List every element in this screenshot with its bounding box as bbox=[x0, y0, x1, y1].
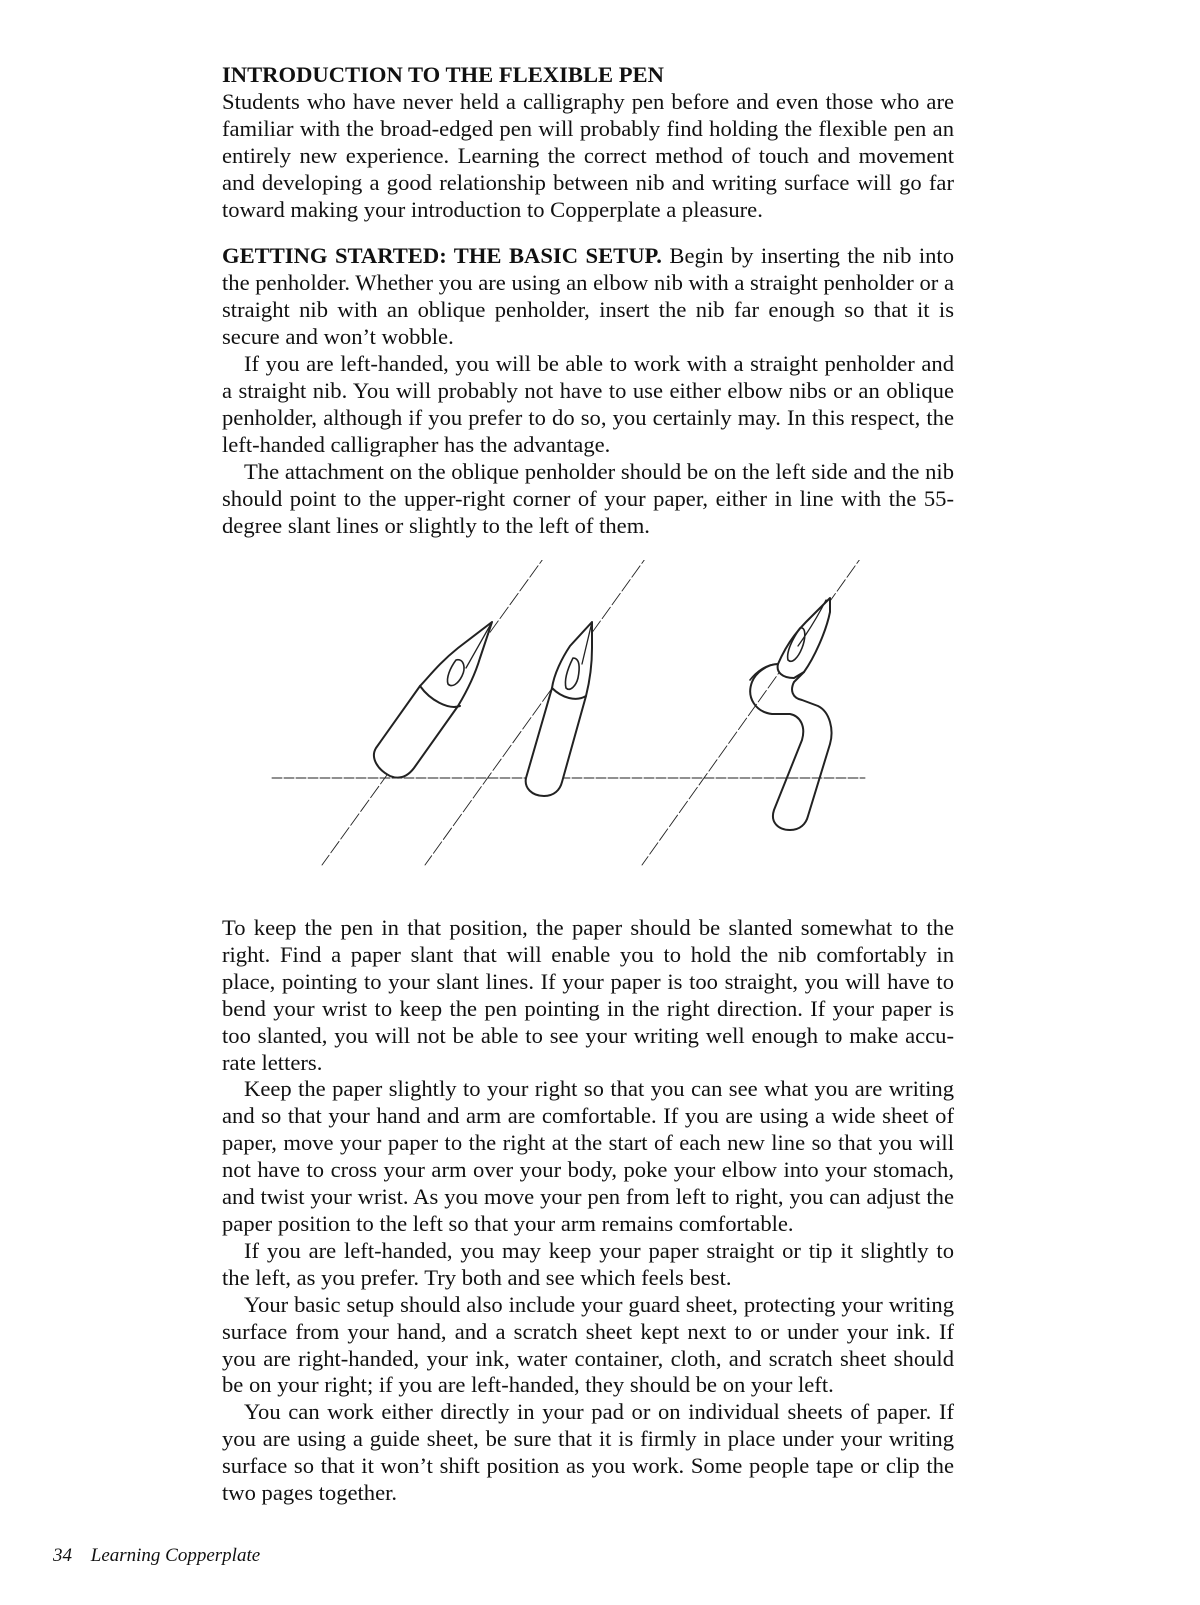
page-number: 34 bbox=[53, 1545, 72, 1566]
attachment-paragraph: The attachment on the oblique penholder should be on the left side and the nib should point to the upper-right corner of your paper, either in line with the 55-degree slant lines or slightly to the left of them. bbox=[222, 458, 954, 538]
straight-nib-2 bbox=[526, 622, 592, 796]
pad-paragraph: You can work either directly in your pad or on individual sheets of paper. If you are using a guide sheet, be sure that it is firmly in place under your writing surface so that it won’t shift position as you work. Some people tape or clip the two pages together. bbox=[222, 1399, 954, 1506]
pen-nib-illustration bbox=[270, 560, 910, 910]
running-title: Learning Copperplate bbox=[90, 1545, 261, 1566]
paragraph-gap bbox=[222, 223, 954, 243]
left-handed-paper-paragraph: If you are left-handed, you may keep your paper straight or tip it slightly to the left, as you prefer. Try both and see which feels best. bbox=[222, 1237, 954, 1290]
text-block-top bbox=[222, 62, 954, 539]
guard-sheet-paragraph: Your basic setup should also include your guard sheet, protecting your writing surface from your hand, and a scratch sheet kept next to or under your ink. If you are right-handed, your ink, water container, cloth, and scratch sheet should be on your right; if you are left-handed, they should be on your left. bbox=[222, 1291, 954, 1398]
section-heading: INTRODUCTION TO THE FLEXIBLE PEN bbox=[222, 62, 664, 87]
text-block-bottom bbox=[222, 915, 954, 1507]
page-footer bbox=[53, 1545, 260, 1567]
setup-paragraph bbox=[222, 243, 954, 351]
intro-paragraph: Students who have never held a calligraphy pen before and even those who are familiar with the broad-edged pen will probably find holding the flexible pen an entirely new experience. Learning the correct method of touch and movement and developing a good relationship between nib and writing surface will go far toward making your introduction to Copperplate a pleasure. bbox=[222, 88, 954, 222]
straight-nib-1 bbox=[374, 622, 492, 778]
elbow-nib bbox=[750, 598, 832, 830]
paper-slant-paragraph: To keep the pen in that position, the paper should be slanted somewhat to the right. Find a paper slant that will enable you to hold the nib comfortably in place, pointing to your slant lines. If your paper is too straight, you will have to bend your wrist to keep the pen pointing in the right direction. If your paper is too slanted, you will not be able to see your writing well enough to make accurate letters. bbox=[222, 915, 954, 1075]
setup-text: Begin by inserting the nib into the penholder. Whether you are using an elbow nib with a straight penholder or a straight nib with an oblique penholder, insert the nib far enough so that it is secure and won’t wobble. bbox=[222, 243, 955, 350]
paper-position-paragraph: Keep the paper slightly to your right so that you can see what you are writing and so that your hand and arm are comfortable. If you are using a wide sheet of paper, move your paper to the right at the start of each new line so that you will not have to cross your arm over your body, poke your elbow into your stomach, and twist your wrist. As you move your pen from left to right, you can adjust the paper position to the left so that your arm remains comfortable. bbox=[222, 1076, 954, 1236]
left-handed-paragraph: If you are left-handed, you will be able to work with a straight penholder and a straight nib. You will probably not have to use either elbow nibs or an oblique penholder, although if you prefer to do so, you certainly may. In this respect, the left-handed calligrapher has the advantage. bbox=[222, 351, 954, 457]
runin-heading: GETTING STARTED: THE BASIC SETUP. bbox=[222, 243, 662, 269]
